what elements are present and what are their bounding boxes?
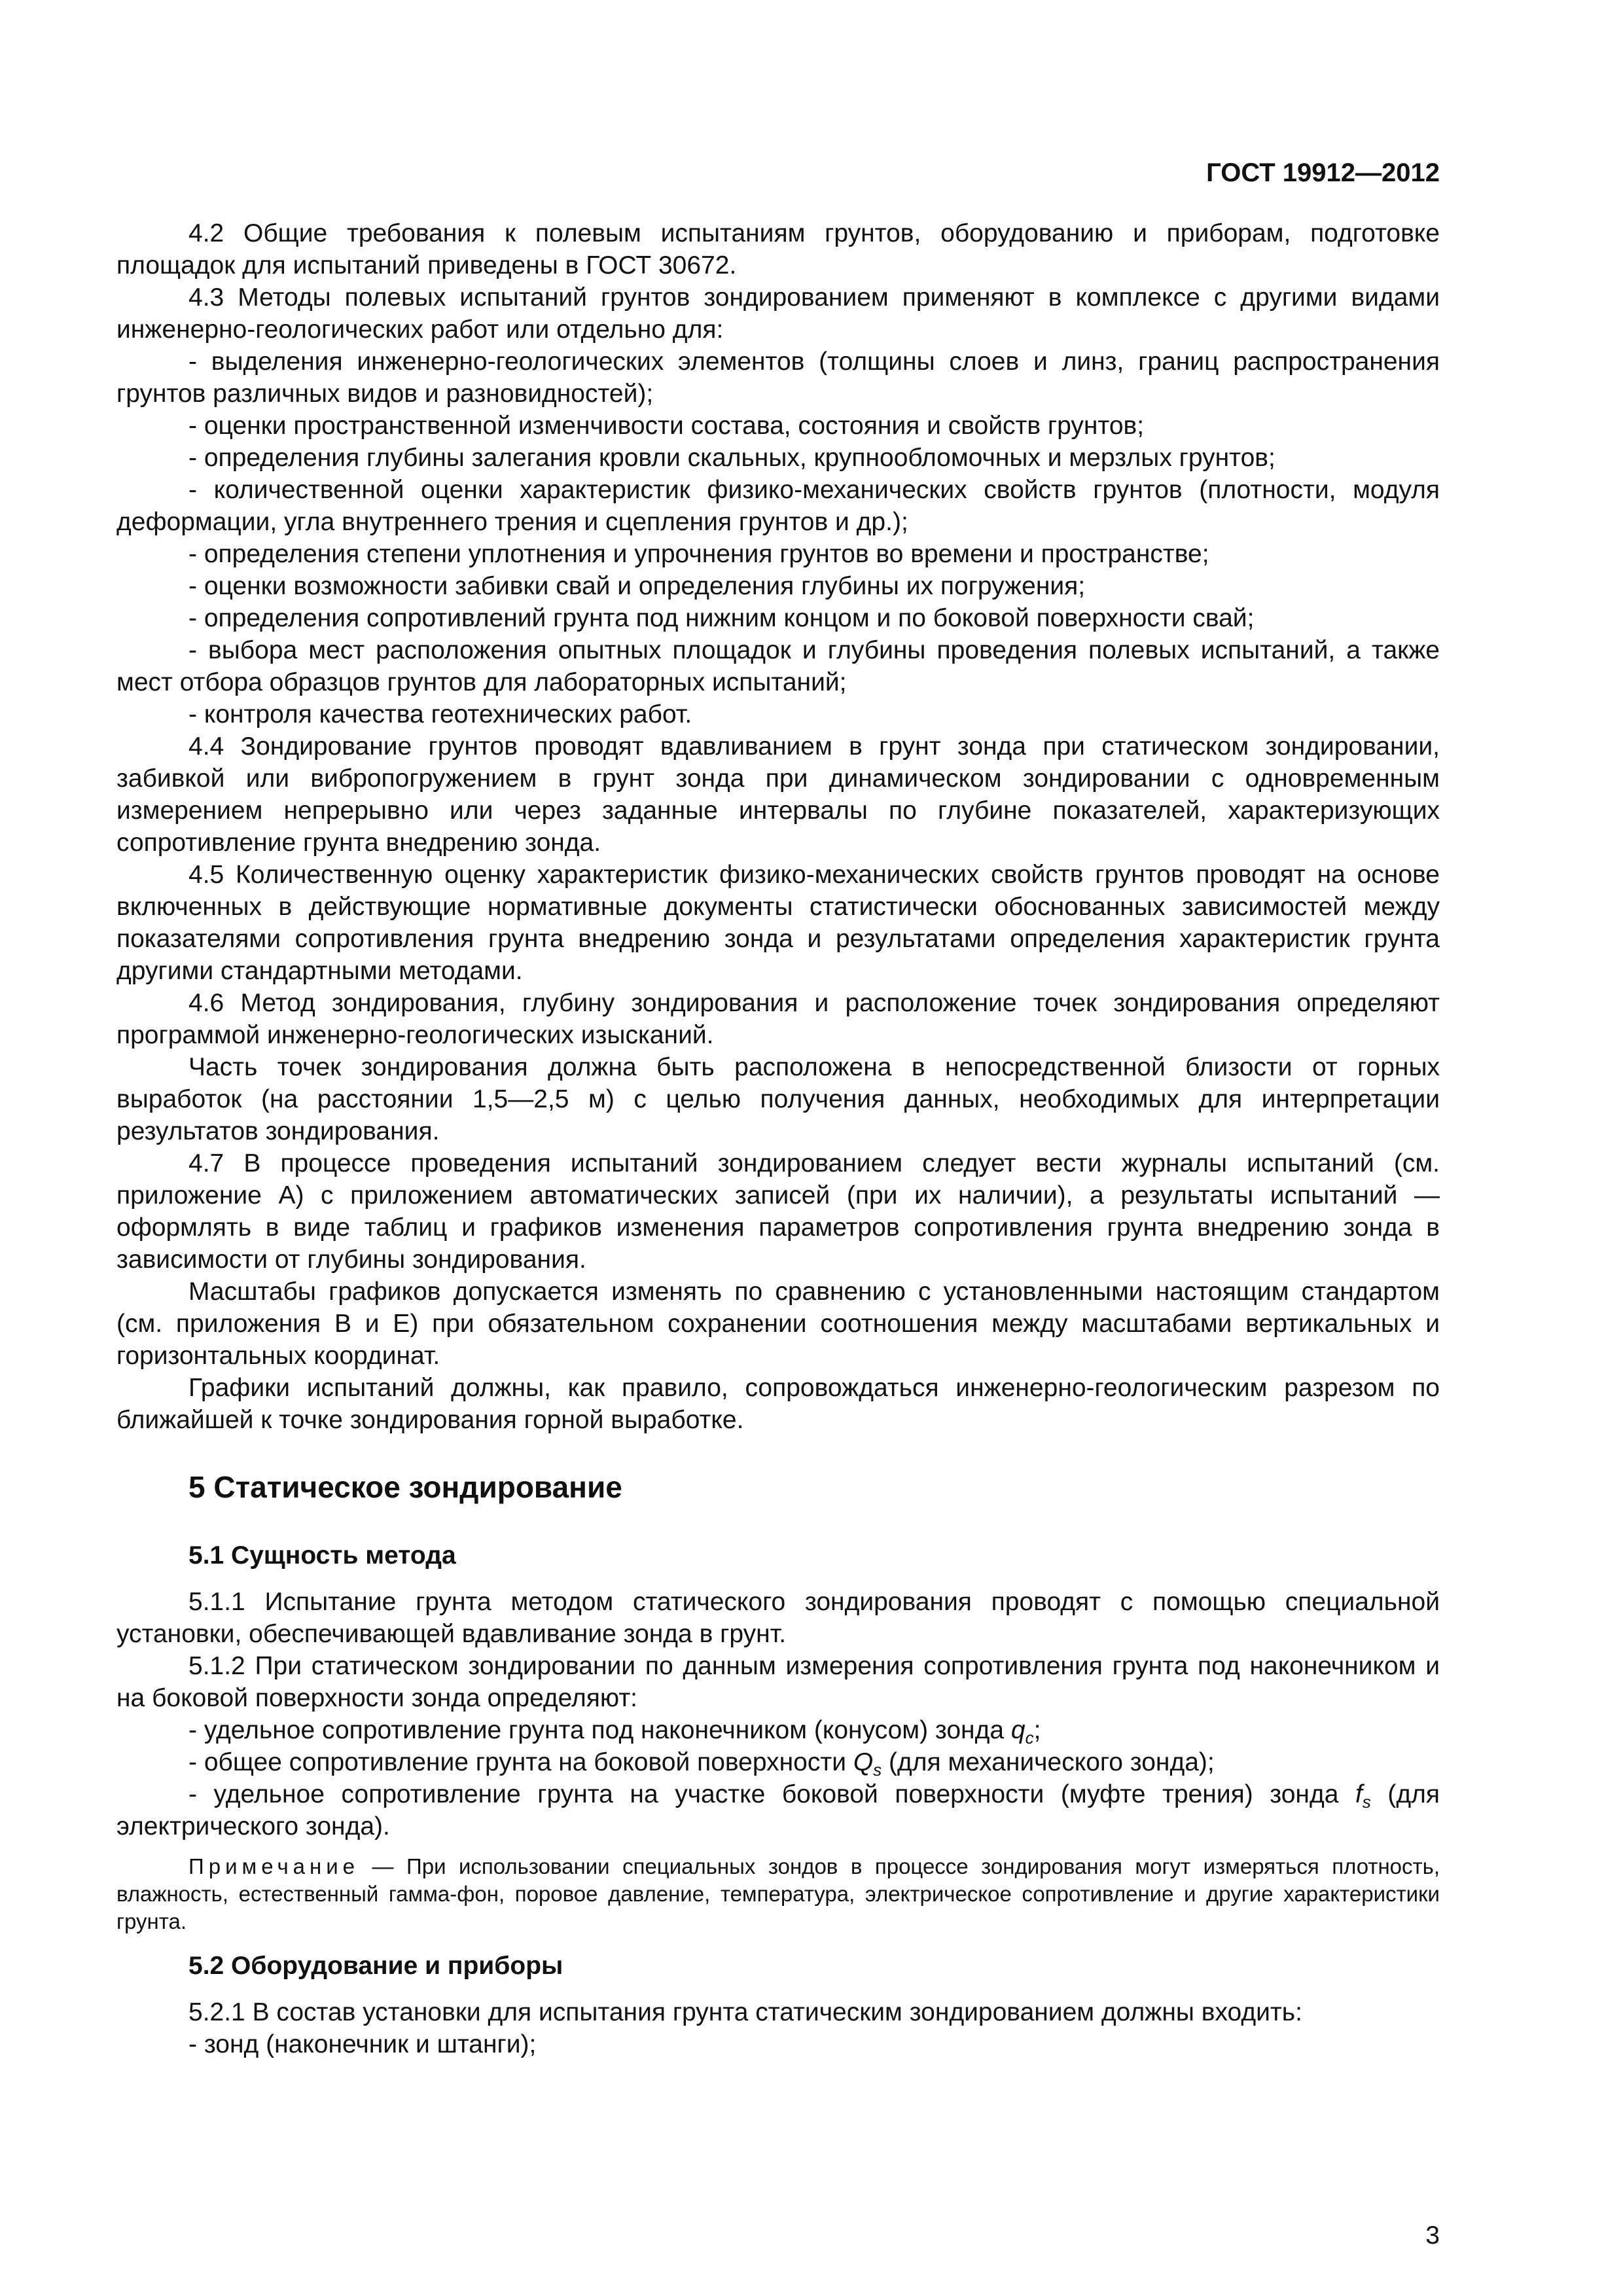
symbol-subscript: s	[1362, 1792, 1371, 1812]
symbol-subscript: c	[1025, 1728, 1034, 1748]
list-item: - выделения инженерно-геологических элементов (толщины слоев и линз, границ распространения грунтов различных видов и разновидностей);	[116, 348, 1440, 408]
list-item-text: - общее сопротивление грунта на боковой поверхности	[188, 1748, 853, 1776]
paragraph-4-7-graphs: Графики испытаний должны, как правило, сопровождаться инженерно-геологическим разрезом по ближайшей к точке зондирования горной выработке.	[116, 1374, 1440, 1434]
symbol-letter: q	[1010, 1716, 1026, 1744]
list-item: - оценки возможности забивки свай и определения глубины их погружения;	[188, 572, 1086, 600]
note	[116, 1853, 1440, 1935]
list-item: - количественной оценки характеристик физико-механических свойств грунтов (плотности, модуля деформации, угла внутреннего трения и сцепления грунтов и др.);	[116, 476, 1440, 536]
paragraph-5-1-2: 5.1.2 При статическом зондировании по данным измерения сопротивления грунта под наконечником и на боковой поверхности зонда определяют:	[116, 1652, 1440, 1712]
paragraph-5-1-1: 5.1.1 Испытание грунта методом статического зондирования проводят с помощью специальной установки, обеспечивающей вдавливание зонда в грунт.	[116, 1588, 1440, 1648]
list-item: - определения сопротивлений грунта под нижним концом и по боковой поверхности свай;	[188, 604, 1255, 632]
symbol-qc	[1010, 1716, 1034, 1748]
document-page	[116, 157, 1440, 2251]
symbol-letter: Q	[853, 1748, 874, 1776]
list-item	[116, 1714, 1440, 1746]
paragraph-5-2-1: 5.2.1 В состав установки для испытания грунта статическим зондированием должны входить:	[188, 1998, 1302, 2026]
symbol-fs	[1355, 1780, 1371, 1812]
symbol-letter: f	[1355, 1780, 1363, 1808]
list-item: - определения степени уплотнения и упрочнения грунтов во времени и пространстве;	[188, 540, 1209, 568]
list-item: - оценки пространственной изменчивости состава, состояния и свойств грунтов;	[188, 412, 1145, 440]
page-number: 3	[1425, 2221, 1440, 2250]
paragraph-4-6: 4.6 Метод зондирования, глубину зондирования и расположение точек зондирования определяют программой инженерно-геологических изысканий.	[116, 989, 1440, 1049]
list-item	[116, 1778, 1440, 1842]
paragraph-4-3: 4.3 Методы полевых испытаний грунтов зондированием применяют в комплексе с другими видами инженерно-геологических работ или отдельно для:	[116, 283, 1440, 344]
note-text: — При использовании специальных зондов в процессе зондирования могут измеряться плотность, влажность, естественный гамма-фон, поровое давление, температура, электрическое сопротивление и другие характеристики грунта.	[116, 1854, 1440, 1933]
symbol-subscript: s	[873, 1760, 882, 1780]
subsection-heading: 5.2 Оборудование и приборы	[188, 1952, 563, 1980]
list-item: - зонд (наконечник и штанги);	[188, 2030, 537, 2058]
list-item: - контроля качества геотехнических работ.	[188, 700, 692, 728]
paragraph-4-6-cont: Часть точек зондирования должна быть расположена в непосредственной близости от горных выработок (на расстоянии 1,5—2,5 м) с целью получения данных, необходимых для интерпретации результатов зондирования.	[116, 1053, 1440, 1145]
list-item-text: (для электрического зонда).	[116, 1780, 1440, 1840]
list-item	[116, 1746, 1440, 1778]
list-item-text: - удельное сопротивление грунта под наконечником (конусом) зонда	[188, 1716, 1011, 1744]
list-item-text: - удельное сопротивление грунта на участке боковой поверхности (муфте трения) зонда	[188, 1780, 1355, 1808]
paragraph-4-7-scales: Масштабы графиков допускается изменять по сравнению с установленными настоящим стандартом (см. приложения В и Е) при обязательном сохранении соотношения между масштабами вертикальных и горизонтальных координат.	[116, 1278, 1440, 1370]
note-label: Примечание	[188, 1854, 360, 1878]
list-item-text: ;	[1033, 1716, 1041, 1744]
section-heading: 5 Статическое зондирование	[188, 1470, 622, 1504]
list-item: - определения глубины залегания кровли скальных, крупнообломочных и мерзлых грунтов;	[188, 444, 1275, 472]
page-content	[116, 217, 1440, 2060]
paragraph-4-5: 4.5 Количественную оценку характеристик физико-механических свойств грунтов проводят на основе включенных в действующие нормативные документы статистически обоснованных зависимостей между показателями сопротивления грунта внедрению зонда и результатами определения характеристик грунта другими стандартными методами.	[116, 861, 1440, 985]
paragraph-4-2: 4.2 Общие требования к полевым испытаниям грунтов, оборудованию и приборам, подготовке площадок для испытаний приведены в ГОСТ 30672.	[116, 219, 1440, 279]
list-item: - выбора мест расположения опытных площадок и глубины проведения полевых испытаний, а также мест отбора образцов грунтов для лабораторных испытаний;	[116, 636, 1440, 696]
paragraph-4-7: 4.7 В процессе проведения испытаний зондированием следует вести журналы испытаний (см. приложение А) с приложением автоматических записей (при их наличии), а результаты испытаний — оформлять в виде таблиц и графиков изменения параметров сопротивления грунта внедрению зонда в зависимости от глубины зондирования.	[116, 1149, 1440, 1274]
paragraph-4-4: 4.4 Зондирование грунтов проводят вдавливанием в грунт зонда при статическом зондировании, забивкой или вибропогружением в грунт зонда при динамическом зондировании с одновременным измерением непрерывно или через заданные интервалы по глубине показателей, характеризующих сопротивление грунта внедрению зонда.	[116, 732, 1440, 857]
symbol-qs	[853, 1748, 882, 1780]
document-code: ГОСТ 19912—2012	[1206, 158, 1440, 187]
subsection-heading: 5.1 Сущность метода	[188, 1541, 456, 1570]
list-item-text: (для механического зонда);	[882, 1748, 1215, 1776]
